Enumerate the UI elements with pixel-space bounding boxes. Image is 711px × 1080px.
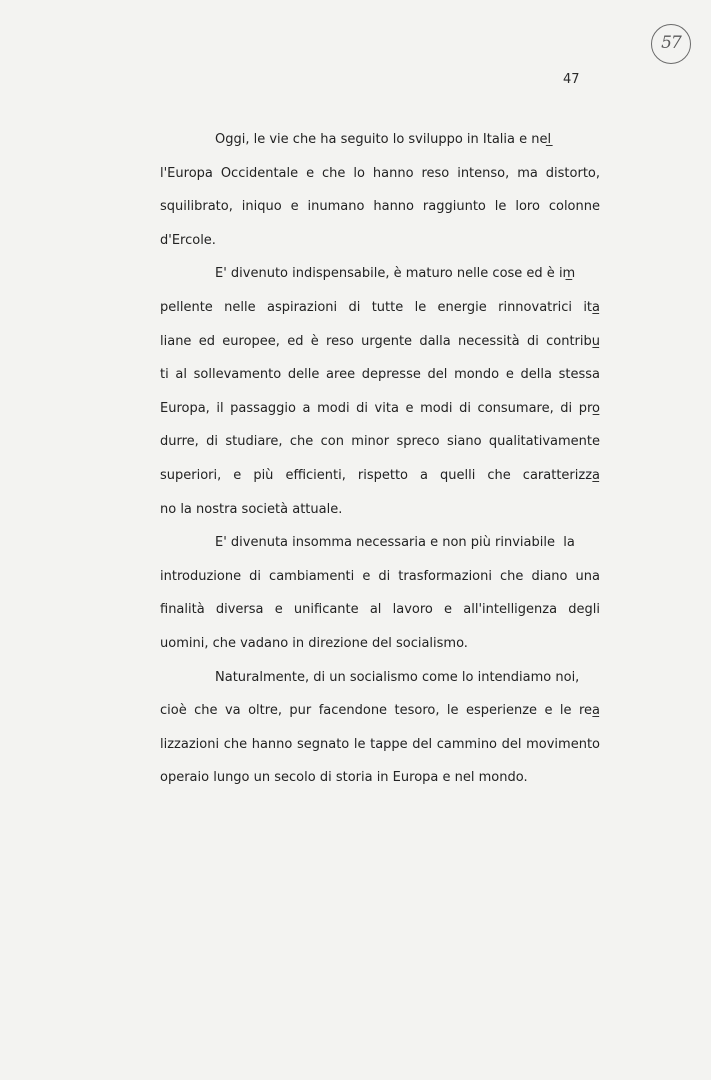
text-line: E' divenuto indispensabile, è maturo nelle cose ed è im̲	[215, 266, 576, 282]
text-line: d'Ercole.	[160, 232, 216, 248]
text-line: squilibrato, iniquo e inumano hanno raggiunto le loro colonne	[160, 199, 600, 215]
text-line: Naturalmente, di un socialismo come lo intendiamo noi,	[215, 669, 580, 685]
text-line: durre, di studiare, che con minor spreco siano qualitativamente	[160, 434, 600, 450]
text-line: superiori, e più efficienti, rispetto a quelli che caratterizza̲	[160, 467, 600, 483]
text-line: Oggi, le vie che ha seguito lo sviluppo in Italia e nel̲	[215, 132, 552, 147]
text-line: cioè che va oltre, pur facendone tesoro, le esperienze e le rea̲	[160, 703, 600, 719]
text-line: operaio lungo un secolo di storia in Europa e nel mondo.	[160, 770, 528, 786]
archive-stamp: 57	[651, 24, 691, 64]
text-line: lizzazioni che hanno segnato le tappe del cammino del movimento	[160, 736, 600, 752]
text-line: pellente nelle aspirazioni di tutte le energie rinnovatrici ita̲	[160, 299, 600, 315]
text-line: l'Europa Occidentale e che lo hanno reso intenso, ma distorto,	[160, 165, 600, 181]
body-text	[160, 127, 600, 799]
text-line: liane ed europee, ed è reso urgente dalla necessità di contribu̲	[160, 333, 600, 349]
text-line: finalità diversa e unificante al lavoro e all'intelligenza degli	[160, 602, 600, 618]
text-line: introduzione di cambiamenti e di trasformazioni che diano una	[160, 568, 600, 584]
text-line: uomini, che vadano in direzione del socialismo.	[160, 635, 468, 651]
page-number: 47	[563, 72, 580, 87]
text-line: Europa, il passaggio a modi di vita e modi di consumare, di pro̲	[160, 400, 600, 416]
text-line: E' divenuta insomma necessaria e non più rinviabile la	[215, 535, 575, 551]
text-line: ti al sollevamento delle aree depresse del mondo e della stessa	[160, 367, 600, 383]
text-line: no la nostra società attuale.	[160, 501, 343, 517]
